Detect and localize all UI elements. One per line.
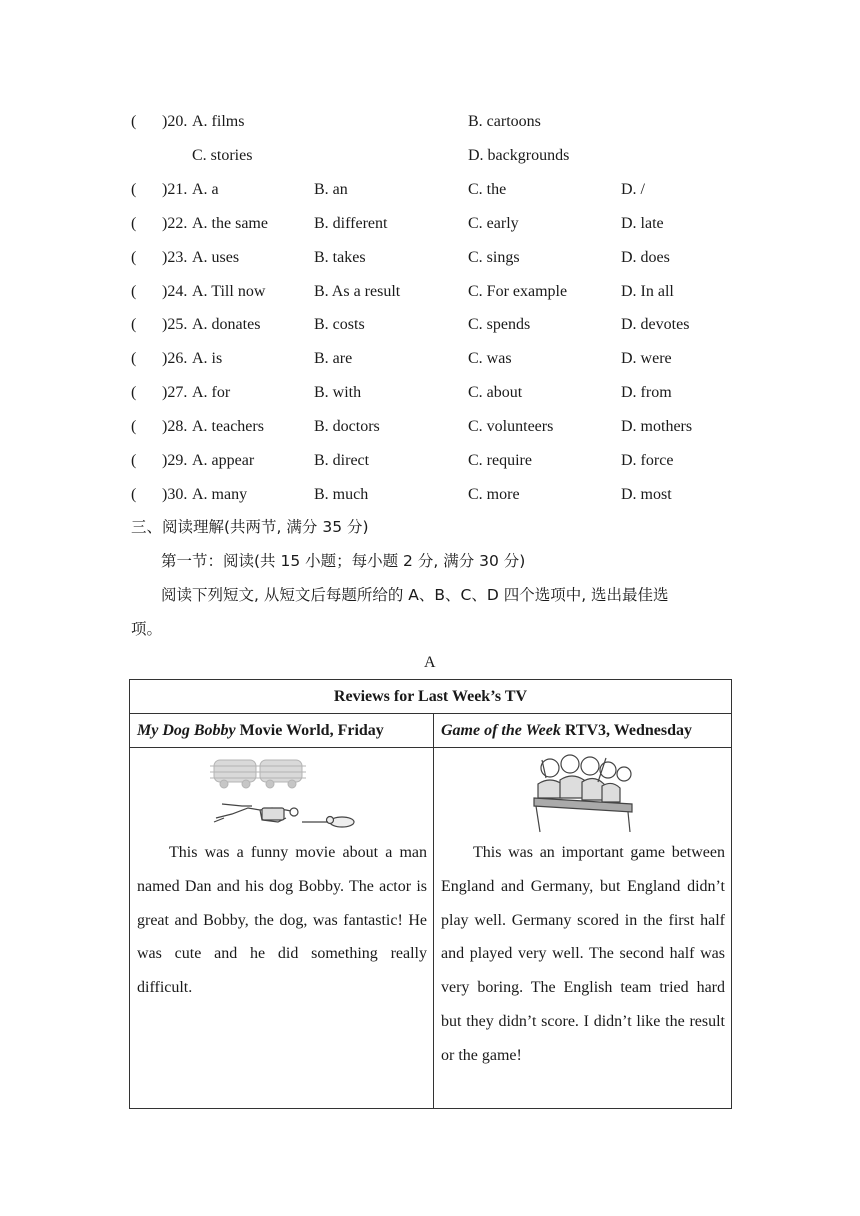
option-num: )30.	[162, 485, 188, 503]
option-num: )28.	[162, 418, 188, 436]
section-subheading: 第一节：阅读(共 15 小题；每小题 2 分, 满分 30 分)	[161, 552, 526, 570]
option-paren: (	[131, 248, 137, 266]
option-c: C. about	[468, 384, 523, 402]
option-num: )25.	[162, 316, 188, 334]
question-row	[0, 248, 860, 272]
option-c: C. volunteers	[468, 418, 554, 436]
option-b: B. doctors	[314, 418, 380, 436]
option-c: C. more	[468, 485, 520, 503]
option-c: C. the	[468, 180, 507, 198]
right-column-header	[434, 714, 732, 748]
option-num: )24.	[162, 282, 188, 300]
option-b: B. costs	[314, 316, 365, 334]
question-row	[0, 349, 860, 373]
option-c: C. early	[468, 214, 519, 232]
right-review-cell	[434, 748, 732, 1109]
option-a: A. for	[192, 384, 231, 402]
option-b: B. are	[314, 350, 353, 368]
right-show-name: Game of the Week	[441, 722, 561, 739]
option-a: A. films	[192, 113, 245, 130]
left-column-header	[130, 714, 434, 748]
question-row	[0, 417, 860, 441]
option-a: A. uses	[192, 248, 240, 266]
option-d: D. /	[621, 180, 645, 198]
option-c: B. cartoons	[468, 113, 541, 130]
section-heading: 三、阅读理解(共两节, 满分 35 分)	[131, 518, 369, 536]
option-a: A. appear	[192, 452, 255, 469]
option-a: A. is	[192, 350, 223, 368]
option-c: C. was	[468, 350, 512, 368]
option-b: B. direct	[314, 452, 370, 469]
option-paren: (	[131, 316, 137, 334]
option-d: D. devotes	[621, 316, 690, 334]
option-paren: (	[131, 214, 137, 232]
option-paren: (	[131, 485, 137, 503]
option-a: A. a	[192, 180, 219, 198]
instruction-line-1: 阅读下列短文, 从短文后每题所给的 A、B、C、D 四个选项中, 选出最佳选	[161, 586, 669, 604]
option-paren: (	[131, 452, 137, 469]
passage-label: A	[424, 654, 436, 671]
option-num: )29.	[162, 452, 188, 469]
option-c: C. require	[468, 452, 532, 469]
option-a: A. Till now	[192, 282, 266, 300]
option-b: B. with	[314, 384, 362, 402]
option-paren: (	[131, 113, 137, 130]
question-row	[0, 383, 860, 407]
football-fans-illustration	[528, 748, 638, 836]
option-c: D. backgrounds	[468, 146, 570, 164]
option-paren: (	[131, 282, 137, 300]
option-num: )22.	[162, 214, 188, 232]
option-a: A. many	[192, 485, 248, 503]
question-row	[0, 315, 860, 339]
left-channel-day: Movie World, Friday	[235, 722, 384, 739]
option-num: )27.	[162, 384, 188, 402]
right-channel-day: RTV3, Wednesday	[560, 722, 692, 739]
option-num: )20.	[162, 113, 188, 130]
question-row	[0, 146, 860, 170]
option-d: D. most	[621, 485, 672, 503]
option-b: B. an	[314, 180, 348, 198]
question-row	[0, 112, 860, 136]
option-paren: (	[131, 180, 137, 198]
question-row	[0, 180, 860, 204]
option-d: D. does	[621, 248, 670, 266]
option-paren: (	[131, 350, 137, 368]
option-paren: (	[131, 384, 137, 402]
option-a: C. stories	[192, 146, 253, 164]
option-c: C. spends	[468, 316, 531, 334]
option-num: )23.	[162, 248, 188, 266]
man-and-dog-illustration	[202, 748, 362, 836]
option-b: B. As a result	[314, 282, 401, 300]
option-a: A. teachers	[192, 418, 264, 436]
question-row	[0, 485, 860, 509]
left-review-cell	[130, 748, 434, 1109]
option-b: B. different	[314, 214, 388, 232]
option-d: D. from	[621, 384, 672, 402]
instruction-line-2: 项。	[131, 620, 163, 638]
left-review-text: This was a funny movie about a man named Dan and his dog Bobby. The actor is great and Bobby, the dog, was fantastic! He was cute and he did something really difficult.	[137, 844, 427, 997]
table-title: Reviews for Last Week’s TV	[130, 680, 732, 714]
question-row	[0, 451, 860, 475]
option-c: C. For example	[468, 282, 568, 300]
option-b: B. takes	[314, 248, 366, 266]
option-d: D. were	[621, 350, 672, 368]
option-a: A. donates	[192, 316, 261, 334]
left-show-name: My Dog Bobby	[137, 722, 236, 739]
option-d: D. force	[621, 452, 674, 469]
option-b: B. much	[314, 485, 369, 503]
option-num: )26.	[162, 350, 188, 368]
option-d: D. late	[621, 214, 664, 232]
option-d: D. mothers	[621, 418, 693, 436]
option-a: A. the same	[192, 214, 268, 232]
reviews-table	[129, 679, 732, 1109]
right-review-text: This was an important game between England and Germany, but England didn’t play well. Germany scored in the first half and played very well. The second half was very boring. The English team tried hard but they didn’t score. I didn’t like the result or the game!	[441, 844, 725, 1064]
option-num: )21.	[162, 180, 188, 198]
question-row	[0, 282, 860, 306]
question-row	[0, 214, 860, 238]
option-c: C. sings	[468, 248, 520, 266]
option-paren: (	[131, 418, 137, 436]
option-d: D. In all	[621, 282, 674, 300]
